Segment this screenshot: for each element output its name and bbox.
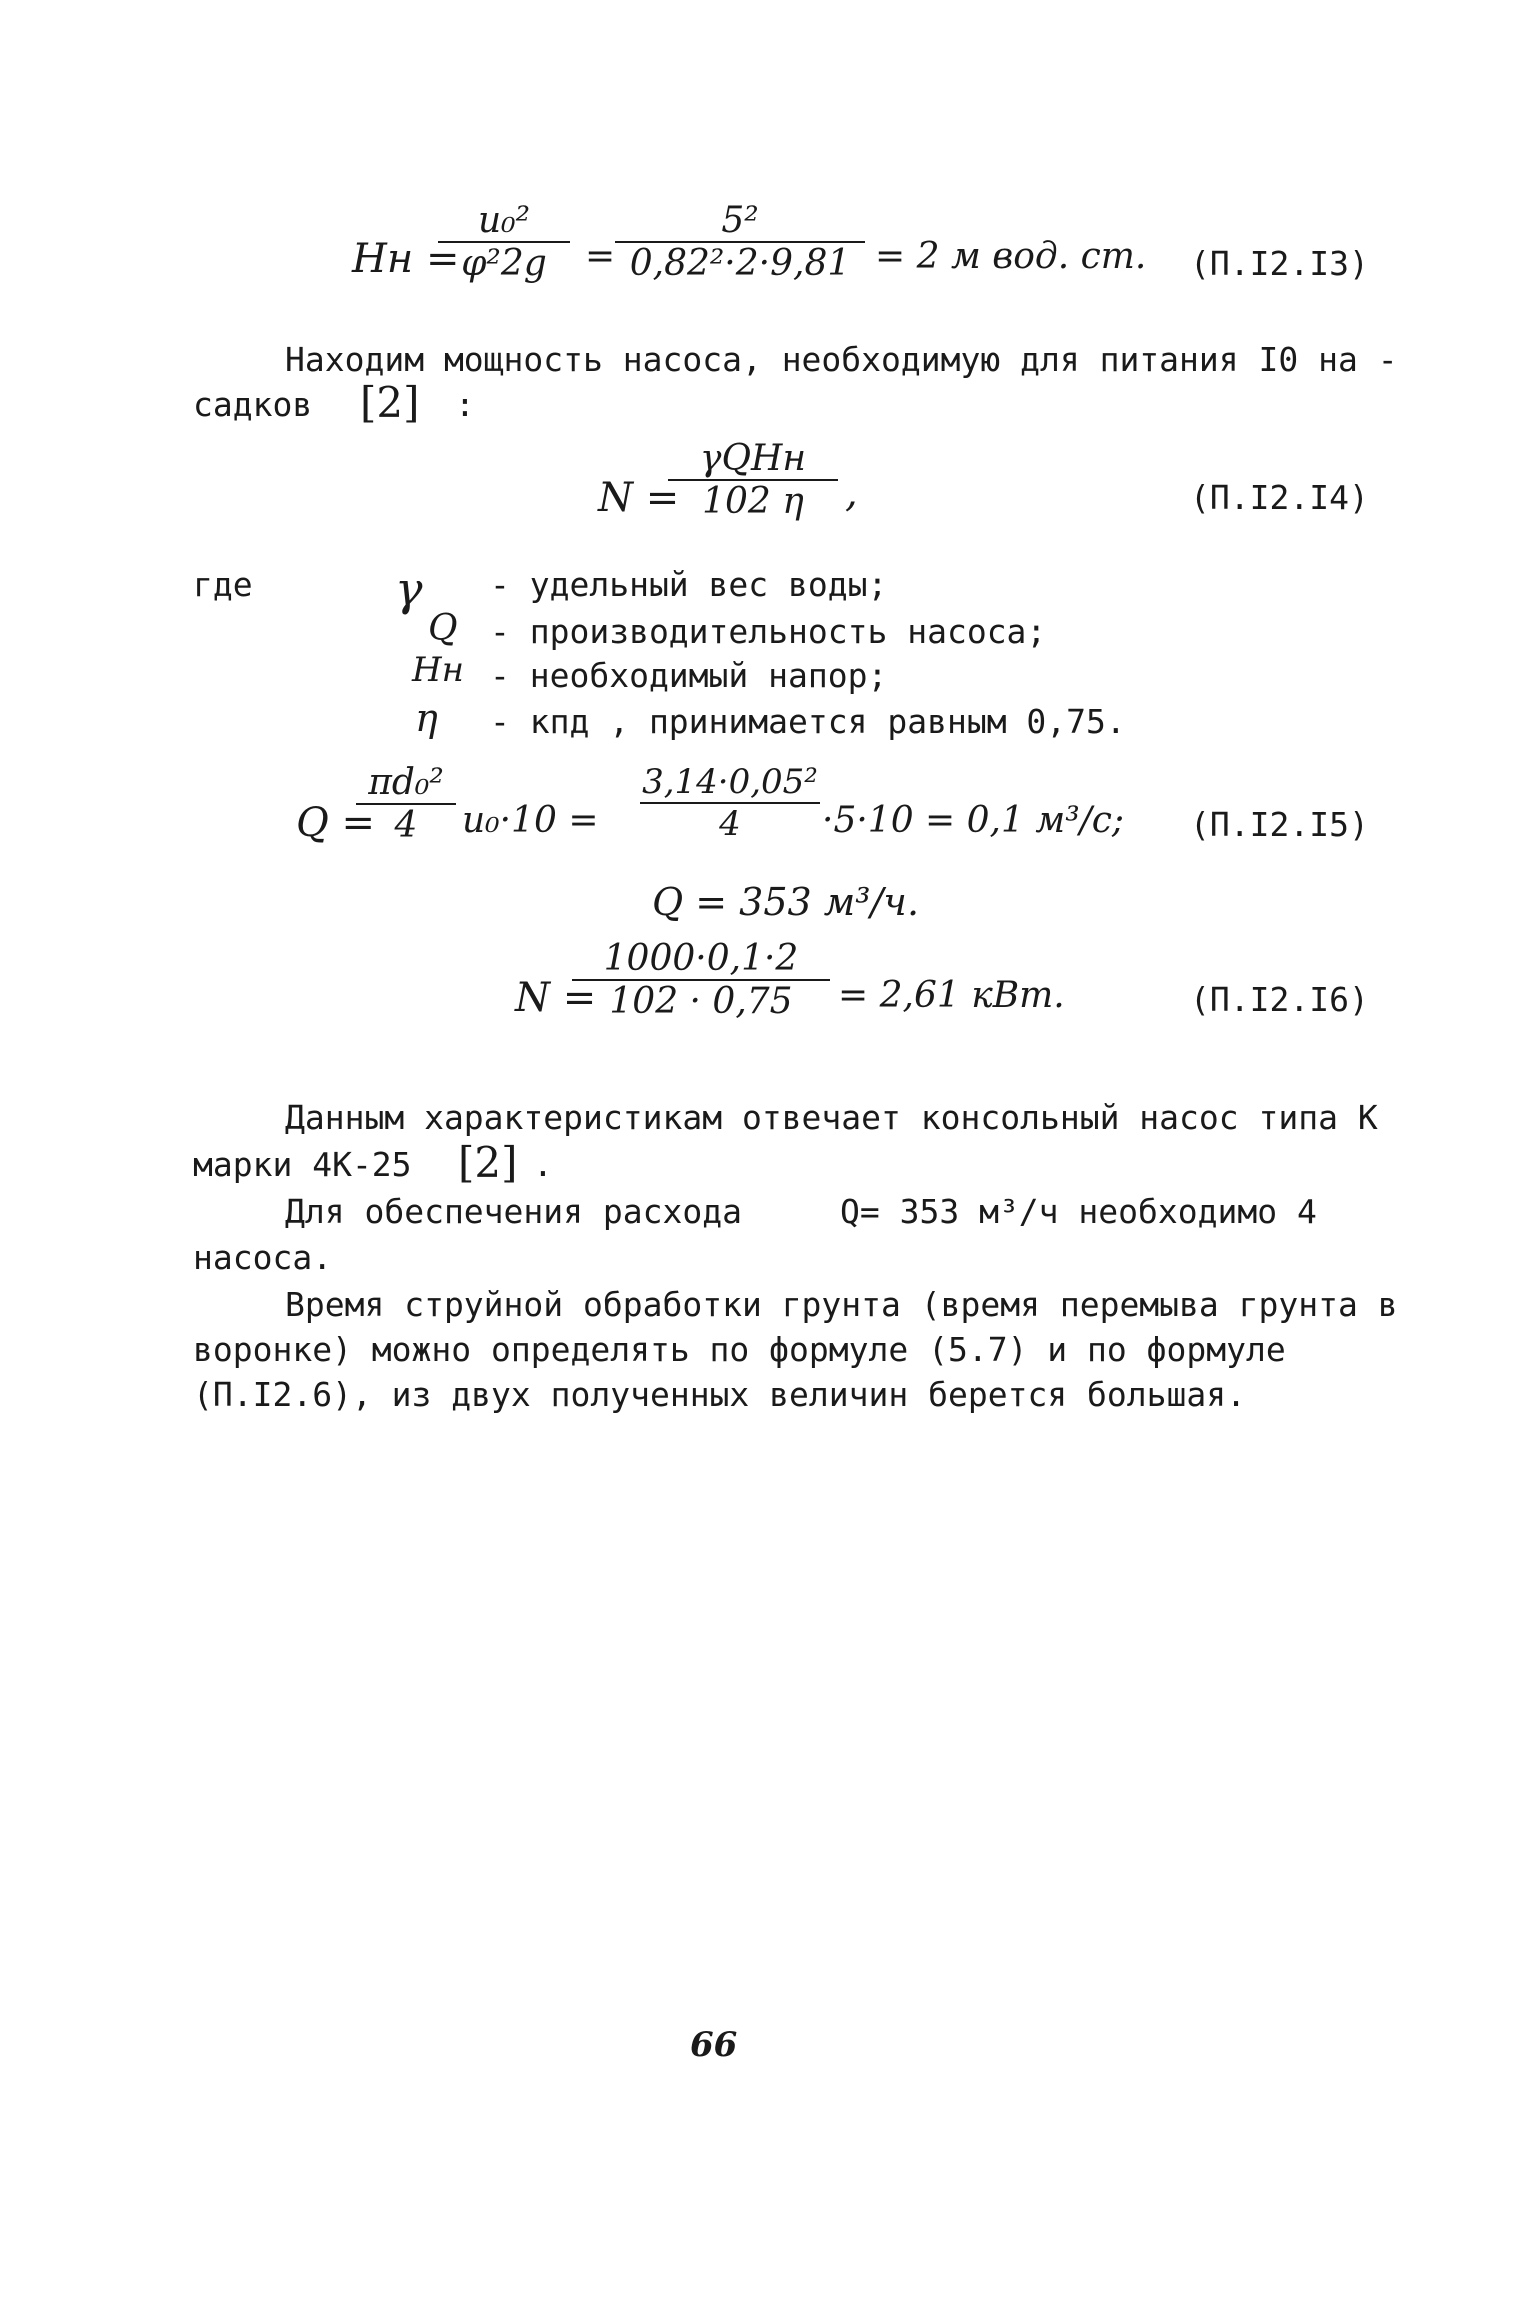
eq15-fraction-2 bbox=[640, 762, 820, 844]
paragraph-1-line-1: Данным характеристикам отвечает консольный насос типа К bbox=[285, 1098, 1378, 1137]
eq16-lhs: N = bbox=[515, 975, 597, 1021]
paragraph-3-line-1: Время струйной обработки грунта (время перемыва грунта в bbox=[285, 1285, 1398, 1324]
where-label: где bbox=[193, 565, 253, 604]
eq15-lhs: Q = bbox=[296, 800, 376, 846]
definition-gamma: - удельный вес воды; bbox=[490, 565, 888, 604]
eq16-result: = 2,61 кВт. bbox=[838, 975, 1065, 1016]
eq16-fraction bbox=[572, 938, 830, 1022]
definition-symbol-gamma: γ bbox=[395, 562, 423, 616]
paragraph-2-line-1b: Q= 353 м³/ч необходимо 4 bbox=[840, 1192, 1317, 1231]
eq13-frac2-numerator: 5² bbox=[721, 200, 759, 241]
eq13-number: (П.I2.I3) bbox=[1190, 244, 1369, 283]
eq13-equals: = bbox=[585, 236, 616, 277]
eq15-frac2-numerator: 3,14·0,05² bbox=[642, 762, 818, 802]
intro-line-2: садков bbox=[193, 385, 313, 424]
eq16-denominator: 102 · 0,75 bbox=[609, 981, 793, 1022]
eq13-frac2-denominator: 0,82²·2·9,81 bbox=[629, 243, 851, 284]
paragraph-1-dot: . bbox=[533, 1145, 553, 1184]
eq13-fraction-1 bbox=[438, 200, 570, 284]
paragraph-2-line-2: насоса. bbox=[193, 1238, 333, 1277]
eq14-fraction bbox=[668, 438, 838, 522]
eq15-number: (П.I2.I5) bbox=[1190, 805, 1369, 844]
eq16-number: (П.I2.I6) bbox=[1190, 980, 1369, 1019]
paragraph-1-line-2: марки 4К-25 bbox=[193, 1145, 412, 1184]
eq14-denominator: 102 η bbox=[702, 481, 804, 522]
intro-line-1: Находим мощность насоса, необходимую для питания I0 на - bbox=[285, 340, 1398, 379]
paragraph-2-line-1a: Для обеспечения расхода bbox=[285, 1192, 742, 1231]
intro-colon: : bbox=[455, 385, 475, 424]
eq13-frac1-denominator: φ²2g bbox=[461, 243, 547, 284]
eq16-numerator: 1000·0,1·2 bbox=[603, 938, 799, 979]
definition-eta: - кпд , принимается равным 0,75. bbox=[490, 702, 1126, 741]
eq14-number: (П.I2.I4) bbox=[1190, 478, 1369, 517]
flow-rate-result: Q = 353 м³/ч. bbox=[652, 880, 920, 924]
paragraph-3-line-2: воронке) можно определять по формуле (5.7) и по формуле bbox=[193, 1330, 1286, 1369]
eq15-middle: u₀·10 = bbox=[462, 800, 599, 841]
definition-q: - производительность насоса; bbox=[490, 612, 1047, 651]
eq14-numerator: γQHн bbox=[699, 438, 807, 479]
paragraph-1-reference: [2] bbox=[458, 1138, 518, 1187]
intro-reference: [2] bbox=[360, 378, 420, 427]
eq14-lhs: N = bbox=[598, 475, 680, 521]
eq15-result: ·5·10 = 0,1 м³/с; bbox=[822, 800, 1125, 841]
eq13-lhs: Hн = bbox=[352, 236, 460, 282]
eq15-frac1-denominator: 4 bbox=[394, 805, 418, 846]
definition-hn: - необходимый напор; bbox=[490, 656, 888, 695]
eq13-result: = 2 м вод. ст. bbox=[875, 236, 1147, 277]
eq13-fraction-2 bbox=[615, 200, 865, 284]
eq14-comma: , bbox=[845, 470, 858, 516]
definition-symbol-q: Q bbox=[428, 608, 458, 649]
page-number: 66 bbox=[690, 2025, 738, 2065]
eq15-fraction-1 bbox=[356, 762, 456, 846]
eq15-frac2-denominator: 4 bbox=[719, 804, 741, 844]
definition-symbol-hn: Hн bbox=[412, 650, 465, 690]
definition-symbol-eta: η bbox=[415, 696, 438, 740]
eq13-frac1-numerator: u₀² bbox=[477, 200, 531, 241]
eq15-frac1-numerator: πd₀² bbox=[368, 762, 444, 803]
paragraph-3-line-3: (П.I2.6), из двух полученных величин берется большая. bbox=[193, 1375, 1246, 1414]
